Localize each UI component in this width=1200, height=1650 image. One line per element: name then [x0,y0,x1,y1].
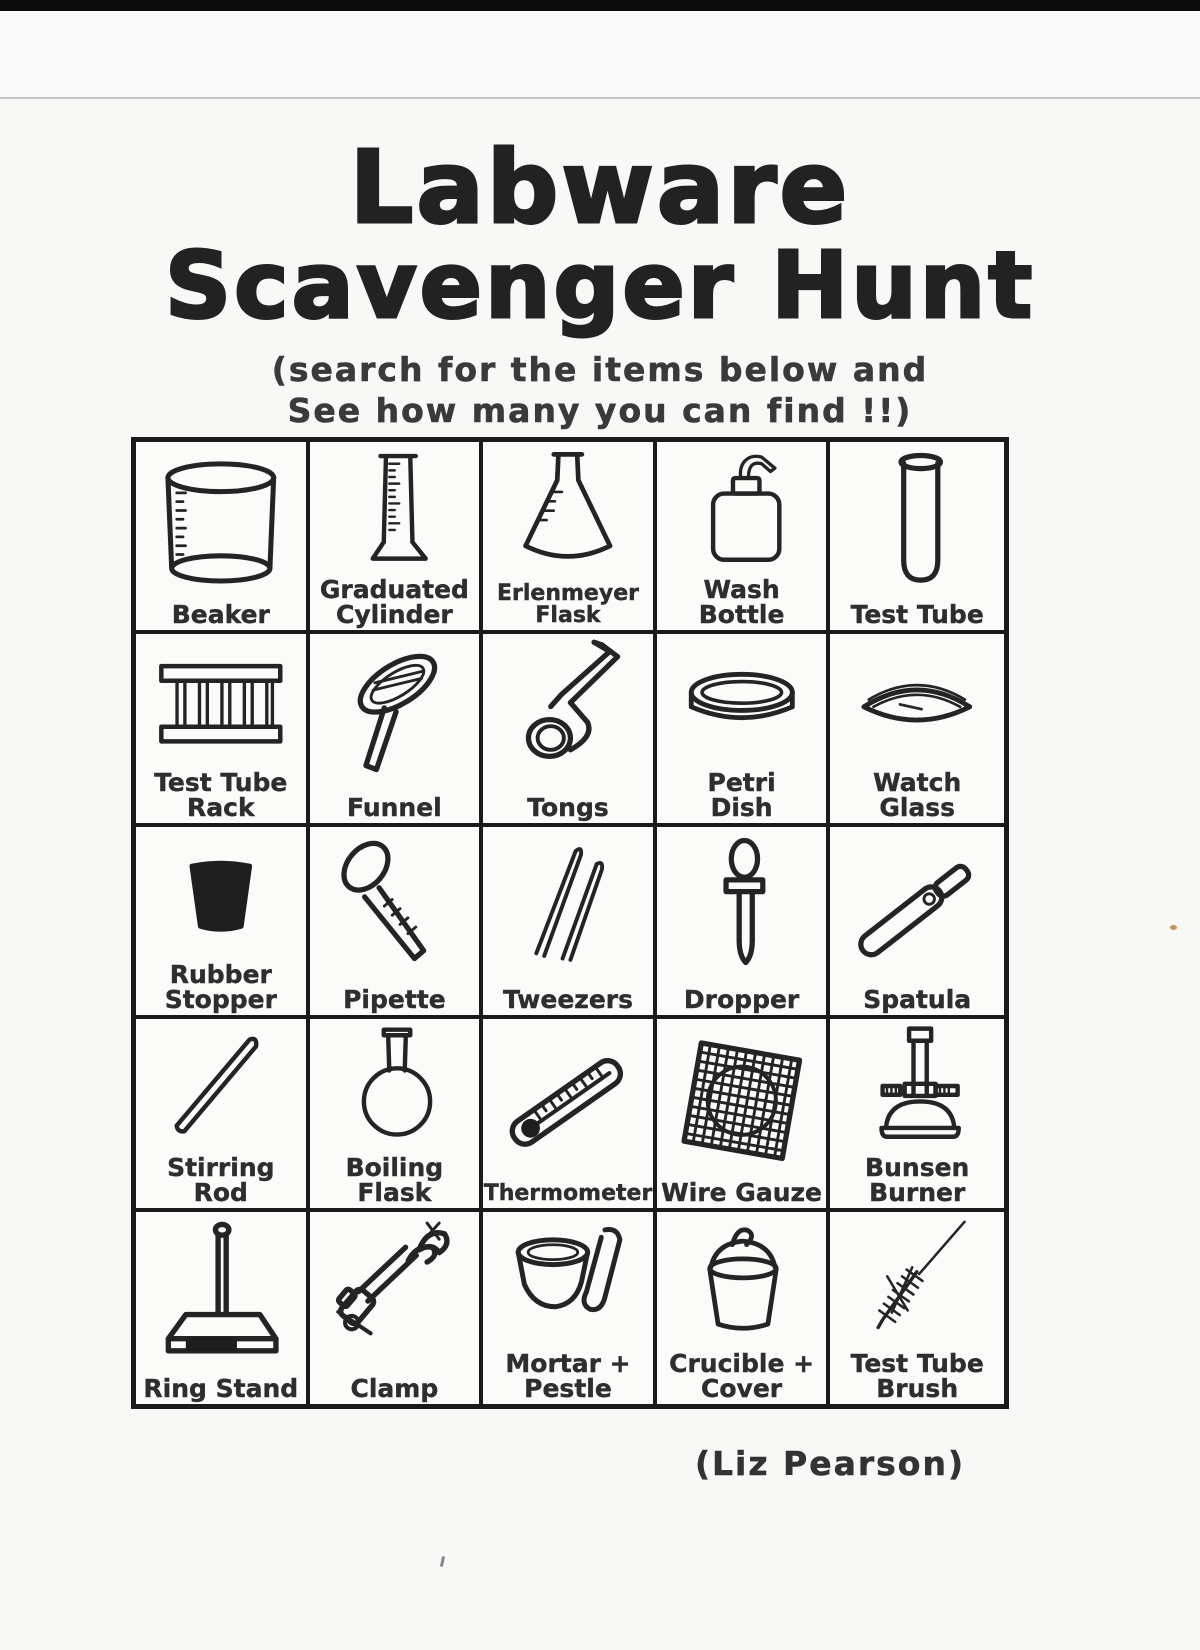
thermometer-icon [485,1022,651,1182]
item-label: Boiling Flask [345,1152,444,1207]
item-label: Petri Dish [707,767,776,822]
tongs-icon [485,637,651,794]
item-label: Mortar + Pestle [505,1348,631,1403]
grid-cell-erlenmeyer-flask [483,442,657,634]
item-label: Beaker [171,600,270,630]
item-label: Rubber Stopper [164,960,277,1015]
rubber-stopper-icon [138,830,304,962]
grid-cell-bunsen-burner [830,1019,1004,1211]
grid-cell-crucible-cover [657,1212,831,1404]
grid-cell-test-tube [830,442,1004,634]
pipette-icon [312,830,478,987]
item-label: Test Tube [850,600,984,630]
grid-cell-funnel [310,634,484,826]
item-label: Clamp [350,1373,439,1403]
paper-edge-line [0,97,1200,99]
subtitle-line1: (search for the items below and [271,349,929,389]
item-label: Tongs [527,792,609,822]
grid-cell-tweezers [483,827,657,1019]
grid-cell-petri-dish [657,634,831,826]
author-attribution: (Liz Pearson) [694,1444,966,1483]
item-label: Test Tube Rack [154,767,288,822]
item-label: Bunsen Burner [865,1152,970,1207]
watch-glass-icon [832,637,1002,769]
grid-cell-wash-bottle [657,442,831,634]
test-tube-rack-icon [138,637,304,769]
bunsen-burner-icon [832,1022,1002,1154]
ring-stand-icon [138,1215,304,1376]
item-label: Pipette [343,985,446,1015]
dropper-icon [659,830,825,987]
grid-cell-thermometer [483,1019,657,1211]
labware-grid [131,437,1009,1409]
test-tube-brush-icon [832,1215,1002,1351]
item-label: Wire Gauze [661,1177,822,1207]
item-label: Wash Bottle [698,575,785,630]
grid-cell-ring-stand [136,1212,310,1404]
page-title-line2: Scavenger Hunt [164,232,1036,339]
grid-cell-clamp [310,1212,484,1404]
beaker-icon [138,445,304,602]
grid-cell-test-tube-brush [830,1212,1004,1404]
graduated-cylinder-icon [312,445,478,577]
spatula-icon [832,830,1002,987]
scanner-edge-bar [0,0,1200,11]
scan-speck [1170,925,1177,930]
grid-cell-beaker [136,442,310,634]
wire-gauze-icon [659,1022,825,1179]
grid-cell-rubber-stopper [136,827,310,1019]
item-label: Funnel [347,792,442,822]
erlenmeyer-flask-icon [485,445,651,583]
title-block [70,129,1130,431]
clamp-icon [312,1215,478,1376]
item-label: Test Tube Brush [850,1348,984,1403]
stirring-rod-icon [138,1022,304,1154]
page-subtitle [70,349,1130,432]
grid-cell-boiling-flask [310,1019,484,1211]
item-label: Ring Stand [143,1373,299,1403]
petri-dish-icon [659,637,825,769]
grid-cell-dropper [657,827,831,1019]
crucible-cover-icon [659,1215,825,1351]
item-label: Thermometer [483,1180,653,1206]
grid-cell-pipette [310,827,484,1019]
subtitle-line2: See how many you can find !!) [287,390,913,430]
boiling-flask-icon [312,1022,478,1154]
grid-cell-tongs [483,634,657,826]
funnel-icon [312,637,478,794]
item-label: Watch Glass [873,767,962,822]
page-title-line1: Labware [349,129,851,246]
item-label: Dropper [683,985,800,1015]
wash-bottle-icon [659,445,825,577]
grid-cell-graduated-cylinder [310,442,484,634]
item-label: Graduated Cylinder [319,575,469,630]
mortar-pestle-icon [485,1215,651,1351]
item-label: Spatula [863,985,972,1015]
item-label: Crucible + Cover [669,1348,815,1403]
item-label: Stirring Rod [167,1152,275,1207]
grid-cell-stirring-rod [136,1019,310,1211]
item-label: Erlenmeyer Flask [497,581,639,629]
tweezers-icon [485,830,651,987]
grid-cell-spatula [830,827,1004,1019]
grid-cell-test-tube-rack [136,634,310,826]
grid-cell-wire-gauze [657,1019,831,1211]
item-label: Tweezers [502,985,633,1015]
grid-cell-mortar-pestle [483,1212,657,1404]
test-tube-icon [832,445,1002,602]
grid-cell-watch-glass [830,634,1004,826]
